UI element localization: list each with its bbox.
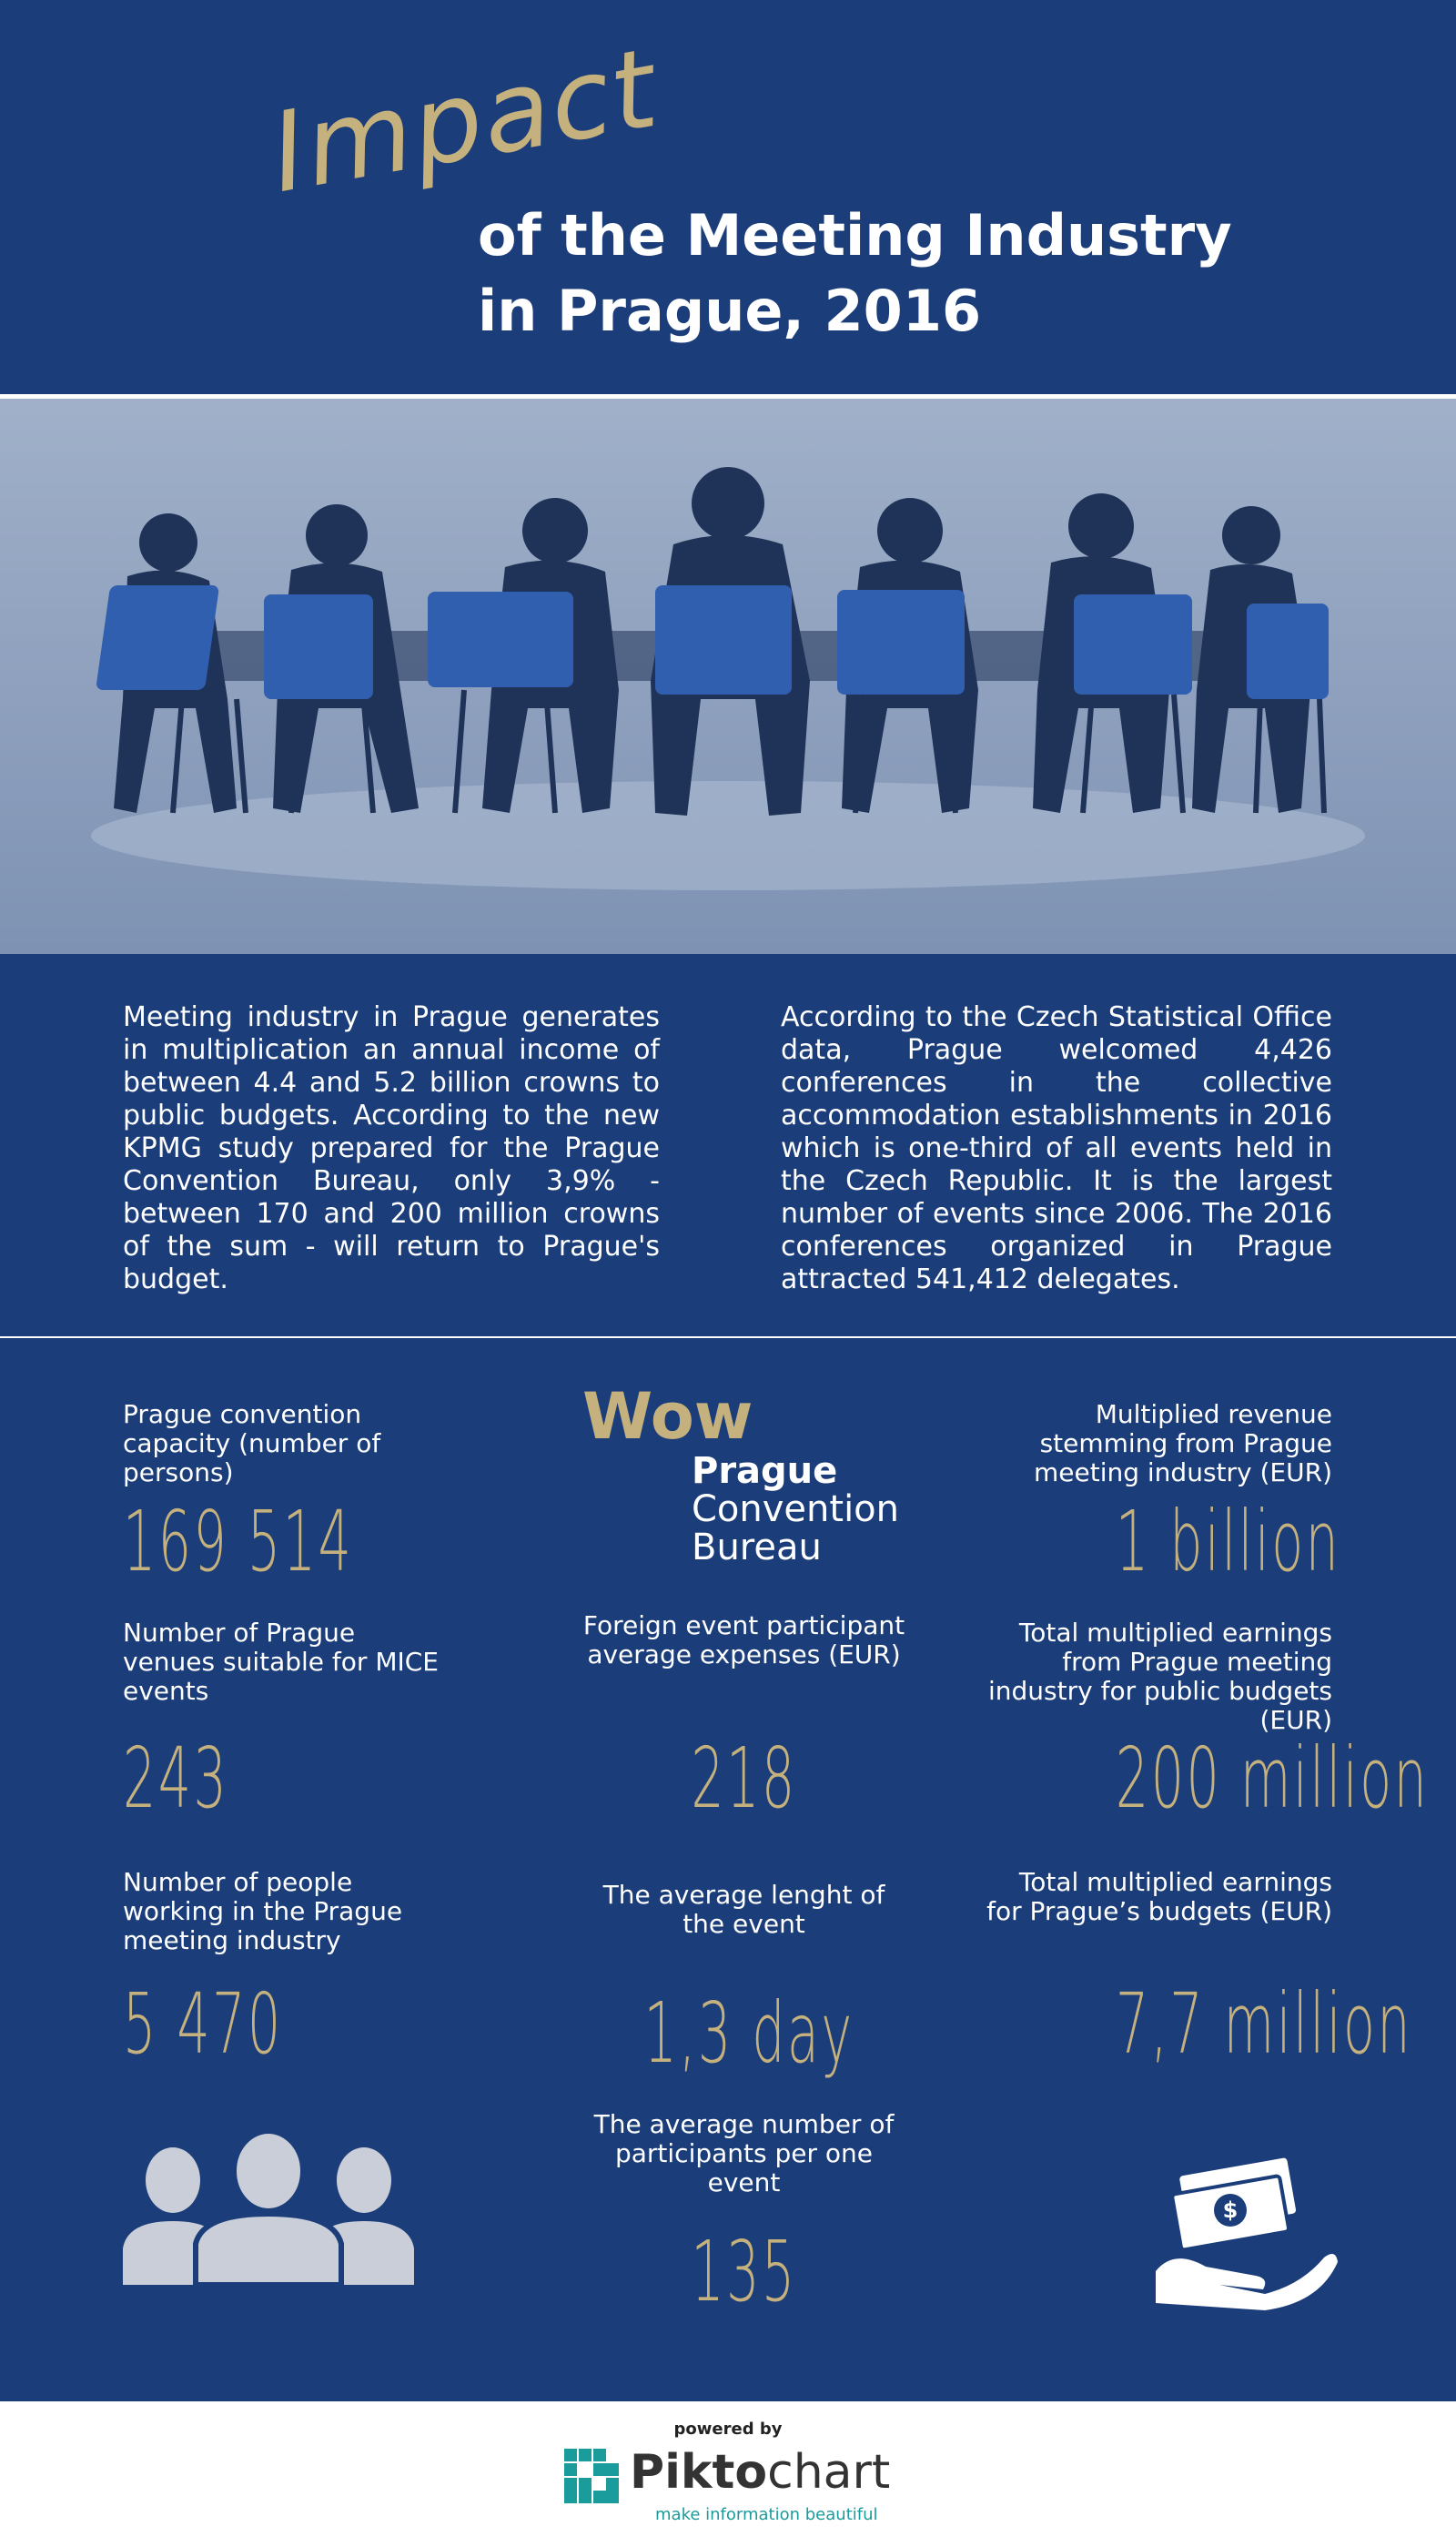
length-label: The average lenght of the event xyxy=(602,1880,885,1939)
public-budgets-value: 200 million xyxy=(1115,1730,1430,1827)
wow-mark: Wow xyxy=(582,1379,753,1454)
people-label: Number of people working in the Prague meeting industry xyxy=(123,1867,403,1955)
powered-by-text: powered by xyxy=(673,2420,783,2439)
participants-label: The average number of participants per one event xyxy=(593,2109,895,2197)
svg-text:$: $ xyxy=(1222,2197,1239,2223)
prague-budgets-value: 7,7 million xyxy=(1115,1975,1413,2073)
venues-label: Number of Prague venues suitable for MICE events xyxy=(123,1618,439,1706)
page-title-line-2: in Prague, 2016 xyxy=(478,278,982,344)
meeting-silhouettes xyxy=(0,399,1456,954)
participants-value: 135 xyxy=(691,2223,797,2320)
capacity-label: Prague convention capacity (number of persons) xyxy=(123,1399,381,1487)
piktochart-tagline: make information beautiful xyxy=(655,2505,878,2524)
venues-value: 243 xyxy=(123,1730,229,1827)
brand-pikto: Pikto xyxy=(630,2445,768,2500)
capacity-value: 169 514 xyxy=(123,1493,354,1590)
page-title-line-1: of the Meeting Industry xyxy=(478,202,1232,269)
length-value: 1,3 day xyxy=(643,1984,854,2082)
intro-paragraph-left: Meeting industry in Prague generates in multiplication an annual income of between 4.4 and 5.2 billion crowns to public budgets. According to the new KPMG study prepared for the Prague Convention Bureau, only 3,9% - between 170 and 200 million crowns of the sum - will return to Prague's budget. xyxy=(123,1001,660,1295)
piktochart-wordmark[interactable] xyxy=(630,2445,890,2500)
money-hand-icon xyxy=(1156,2157,1338,2312)
prague-budgets-label: Total multiplied earnings for Prague’s budgets (EUR) xyxy=(986,1867,1332,1926)
people-value: 5 470 xyxy=(123,1975,283,2073)
header-divider xyxy=(0,394,1456,396)
impact-word: Impact xyxy=(261,25,667,218)
revenue-value: 1 billion xyxy=(1115,1493,1341,1590)
people-group-icon xyxy=(123,2130,414,2285)
section-divider xyxy=(0,1336,1456,1338)
header-banner xyxy=(0,0,1456,396)
meeting-illustration xyxy=(0,399,1456,954)
piktochart-logo-icon xyxy=(564,2449,619,2503)
intro-paragraph-right: According to the Czech Statistical Office data, Prague welcomed 4,426 conferences in the collective accommodation establishments in 2016 which is one-third of all events held in the Czech Republic. It is the largest number of events since 2006. The 2016 conferences organized in Prague attracted 541,412 delegates. xyxy=(781,1001,1332,1295)
expenses-label: Foreign event participant average expenses (EUR) xyxy=(582,1610,905,1669)
expenses-value: 218 xyxy=(691,1730,797,1827)
brand-chart: chart xyxy=(767,2445,891,2500)
revenue-label: Multiplied revenue stemming from Prague meeting industry (EUR) xyxy=(1034,1399,1332,1487)
logo-convention: Convention xyxy=(692,1488,900,1530)
logo-bureau: Bureau xyxy=(692,1527,822,1568)
logo-prague: Prague xyxy=(692,1450,838,1492)
public-budgets-label: Total multiplied earnings from Prague meeting industry for public budgets (EUR) xyxy=(988,1618,1332,1735)
